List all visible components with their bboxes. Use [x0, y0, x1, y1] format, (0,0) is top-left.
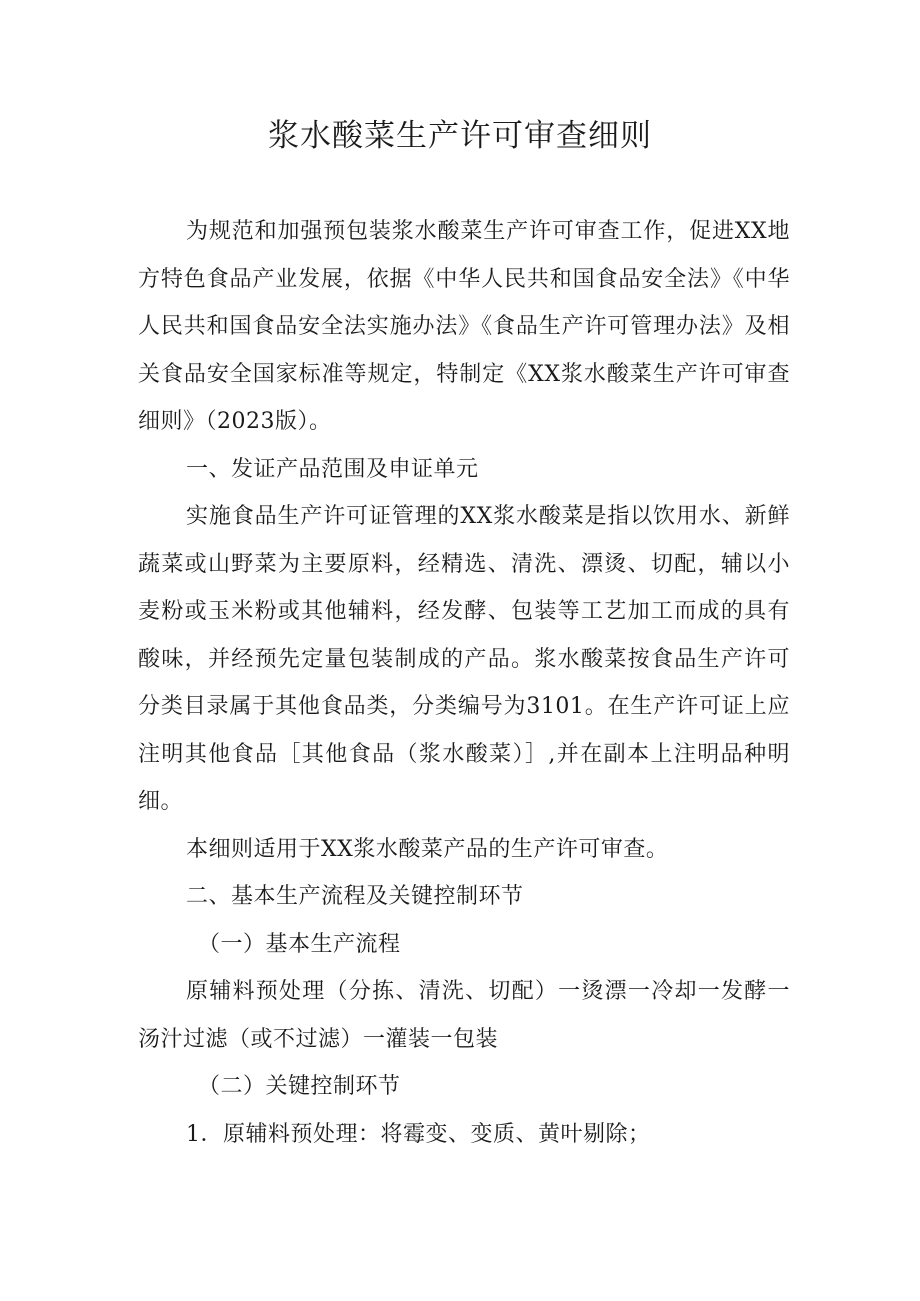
document-body: [138, 208, 790, 1158]
section-1-paragraph-1: 实施食品生产许可证管理的XX浆水酸菜是指以饮用水、新鲜蔬菜或山野菜为主要原料，经精选、清洗、漂烫、切配，辅以小麦粉或玉米粉或其他辅料，经发酵、包装等工艺加工而成的具有酸味，并经预先定量包装制成的产品。浆水酸菜按食品生产许可分类目录属于其他食品类，分类编号为3101。在生产许可证上应注明其他食品［其他食品（浆水酸菜）］,并在副本上注明品种明细。: [138, 504, 790, 814]
section-1-heading: 一、发证产品范围及申证单元: [186, 456, 479, 482]
section-2-heading: 二、基本生产流程及关键控制环节: [186, 884, 524, 909]
section-1-paragraph-2: 本细则适用于XX浆水酸菜产品的生产许可审查。: [186, 836, 669, 862]
intro-paragraph: 为规范和加强预包装浆水酸菜生产许可审查工作，促进XX地方特色食品产业发展，依据《中华人民共和国食品安全法》《中华人民共和国食品安全法实施办法》《食品生产许可管理办法》及相关食品安全国家标准等规定，特制定《XX浆水酸菜生产许可审查细则》（2023版）。: [138, 219, 790, 434]
section-2-item-1: 1．原辅料预处理：将霉变、变质、黄叶剔除；: [186, 1121, 651, 1147]
section-2-flow-paragraph: 原辅料预处理（分拣、清洗、切配）一烫漂一冷却一发酵一汤汁过滤（或不过滤）一灌装一包装: [138, 979, 790, 1052]
section-2-subheading-2: （二）关键控制环节: [198, 1074, 401, 1099]
section-2-subheading-1: （一）基本生产流程: [198, 931, 401, 957]
document-title: 浆水酸菜生产许可审查细则: [268, 118, 652, 154]
